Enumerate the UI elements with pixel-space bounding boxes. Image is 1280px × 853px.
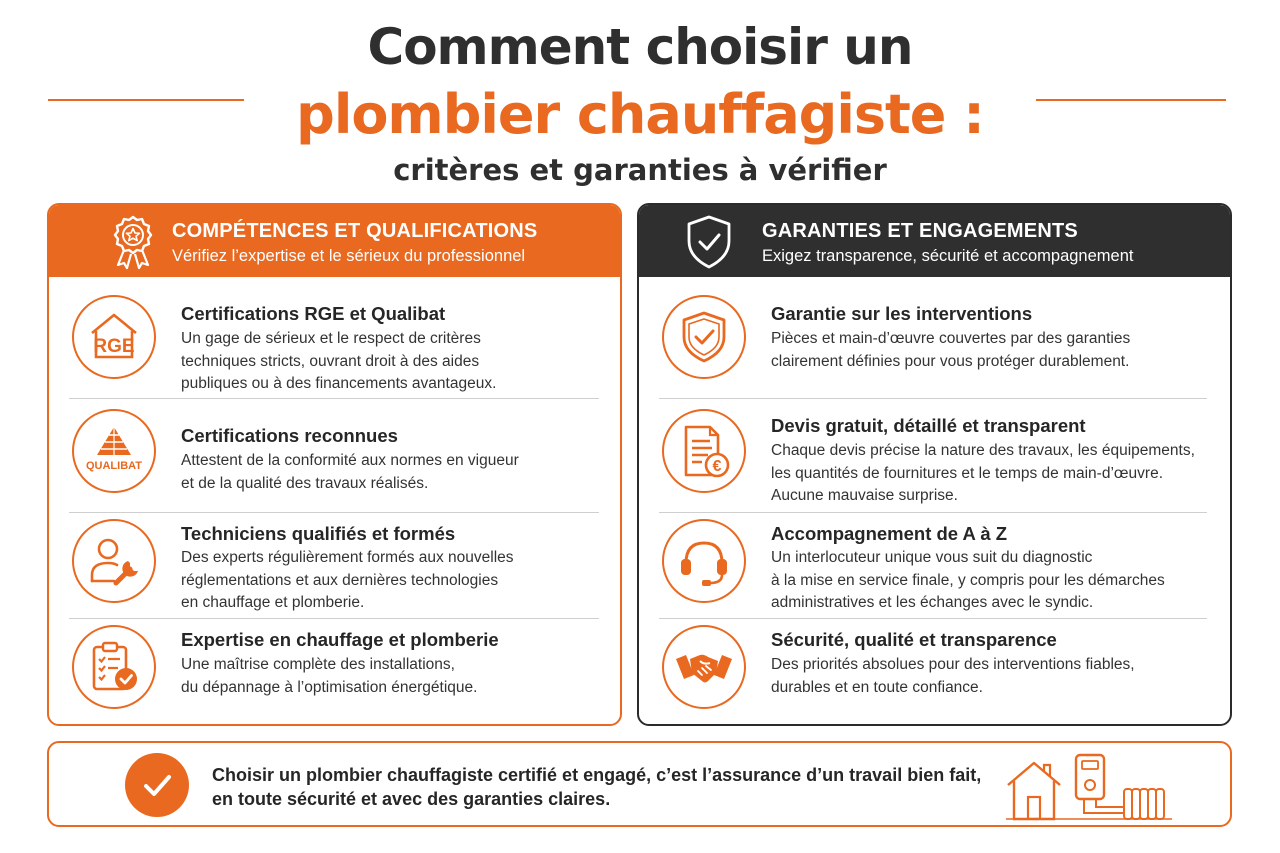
item-title: Devis gratuit, détaillé et transparent [771, 415, 1086, 436]
item-description: Attestent de la conformité aux normes en vigueur et de la qualité des travaux réalisés. [181, 452, 519, 492]
item-title: Sécurité, qualité et transparence [771, 629, 1057, 650]
list-item-qualibat [69, 399, 599, 513]
qualibat-pyramid-icon [72, 409, 156, 493]
house-boiler-radiator-icon [1004, 751, 1174, 821]
list-item-devis [659, 399, 1207, 513]
item-title: Certifications RGE et Qualibat [181, 303, 446, 324]
check-circle-icon [125, 753, 189, 817]
page-title-line2: plombier chauffagiste : [296, 83, 984, 146]
competences-panel-title: COMPÉTENCES ET QUALIFICATIONS [172, 220, 538, 242]
conclusion-text: Choisir un plombier chauffagiste certifié et engagé, c’est l’assurance d’un travail bien fait, en toute sécurité et avec des garanties claires. [212, 765, 982, 809]
garanties-panel-subtitle: Exigez transparence, sécurité et accompagnement [762, 247, 1134, 265]
item-title: Accompagnement de A à Z [771, 523, 1008, 544]
list-item-securite [659, 619, 1207, 719]
item-title: Expertise en chauffage et plomberie [181, 629, 499, 650]
garanties-panel [637, 203, 1232, 726]
list-item-accompagnement [659, 513, 1207, 619]
page-header [0, 14, 1280, 190]
item-description: Pièces et main-d’œuvre couvertes par des garanties clairement définies pour vous protéger durablement. [771, 330, 1131, 370]
title-rule-right [1036, 99, 1226, 101]
shield-check-icon [683, 213, 735, 271]
headset-icon [662, 519, 746, 603]
item-title: Garantie sur les interventions [771, 303, 1033, 324]
svg-text:€: € [712, 458, 722, 475]
technician-wrench-icon [72, 519, 156, 603]
list-item-garantie [659, 289, 1207, 399]
competences-panel-subtitle: Vérifiez l’expertise et le sérieux du professionnel [172, 247, 526, 265]
list-item-expertise [69, 619, 599, 719]
title-rule-left [48, 99, 244, 101]
item-description: Un interlocuteur unique vous suit du diagnostic à la mise en service finale, y compris pour les démarches administratives et les échanges avec le syndic. [771, 549, 1165, 611]
conclusion-banner [47, 741, 1232, 827]
rge-house-icon [72, 295, 156, 379]
award-rosette-icon [109, 213, 157, 271]
list-item-techniciens [69, 513, 599, 619]
item-description: Une maîtrise complète des installations, du dépannage à l’optimisation énergétique. [181, 656, 478, 696]
item-description: Chaque devis précise la nature des travaux, les équipements, les quantités de fournitures et le temps de main-d’œuvre. Aucune mauvaise surprise. [771, 442, 1195, 504]
item-title: Certifications reconnues [181, 425, 398, 446]
page-title-line1: Comment choisir un [367, 18, 913, 76]
shield-check-icon [662, 295, 746, 379]
clipboard-check-icon [72, 625, 156, 709]
item-description: Des priorités absolues pour des interventions fiables, durables et en toute confiance. [771, 656, 1135, 696]
competences-panel-header [49, 205, 620, 277]
page-subtitle: critères et garanties à vérifier [393, 153, 887, 187]
handshake-icon [662, 625, 746, 709]
competences-panel [47, 203, 622, 726]
item-description: Un gage de sérieux et le respect de critères techniques stricts, ouvrant droit à des aides publiques ou à des financements avantageux. [181, 330, 497, 392]
quote-document-euro-icon [662, 409, 746, 493]
item-title: Techniciens qualifiés et formés [181, 523, 456, 544]
item-description: Des experts régulièrement formés aux nouvelles réglementations et aux dernières technologies en chauffage et plomberie. [181, 549, 514, 611]
svg-text:QUALIBAT: QUALIBAT [85, 460, 143, 472]
garanties-panel-header [639, 205, 1230, 277]
garanties-panel-title: GARANTIES ET ENGAGEMENTS [762, 220, 1078, 242]
page-title-line2-row [0, 80, 1280, 150]
svg-text:RGE: RGE [93, 336, 135, 357]
list-item-rge [69, 289, 599, 399]
